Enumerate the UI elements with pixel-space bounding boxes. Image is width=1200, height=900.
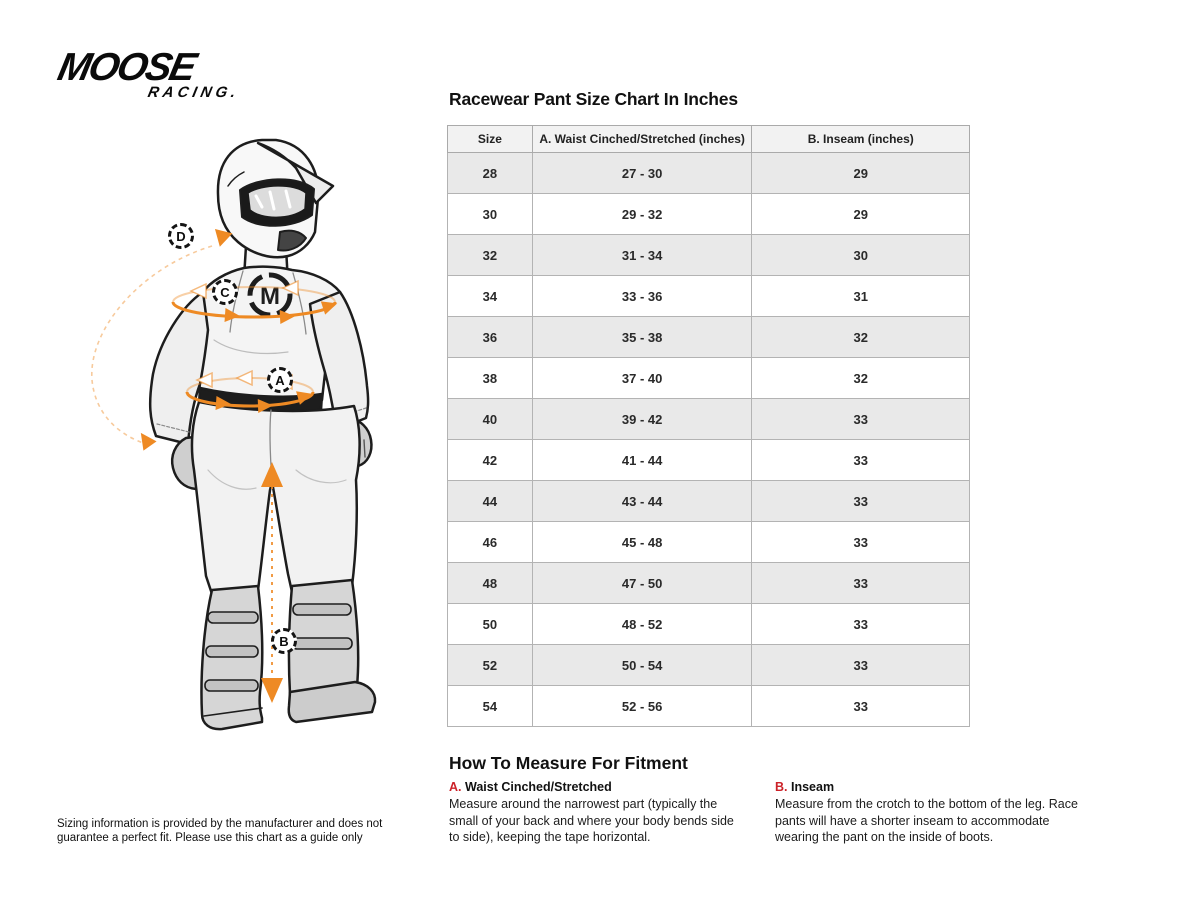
- size-table-row: [448, 604, 970, 645]
- marker-inseam: B: [271, 628, 297, 654]
- how-to-measure-waist-label: [449, 780, 744, 794]
- brand-logo-moose: MOOSE: [54, 46, 199, 89]
- size-table-cell: 33: [752, 481, 970, 522]
- size-table-cell: 31 - 34: [532, 235, 752, 276]
- how-to-measure-waist: [449, 780, 744, 846]
- size-table-cell: 52: [448, 645, 533, 686]
- size-table-cell: 33 - 36: [532, 276, 752, 317]
- size-table-cell: 36: [448, 317, 533, 358]
- size-table-cell: 29: [752, 153, 970, 194]
- size-table-header-row: [448, 126, 970, 153]
- size-table-row: [448, 399, 970, 440]
- size-table-cell: 52 - 56: [532, 686, 752, 727]
- size-table-row: [448, 440, 970, 481]
- how-to-measure-inseam: [775, 780, 1080, 846]
- brand-logo-racing: RACING.: [146, 83, 242, 101]
- size-table-cell: 33: [752, 399, 970, 440]
- size-table-cell: 33: [752, 440, 970, 481]
- size-table-cell: 34: [448, 276, 533, 317]
- size-table-cell: 35 - 38: [532, 317, 752, 358]
- marker-chest: C: [212, 279, 238, 305]
- measure-letter-b: B.: [775, 780, 788, 794]
- marker-sleeve: D: [168, 223, 194, 249]
- size-table-cell: 44: [448, 481, 533, 522]
- size-table-cell: 33: [752, 645, 970, 686]
- svg-text:M: M: [260, 283, 280, 310]
- size-table-cell: 43 - 44: [532, 481, 752, 522]
- size-table-cell: 48 - 52: [532, 604, 752, 645]
- size-table-body: [448, 153, 970, 727]
- size-table-cell: 50 - 54: [532, 645, 752, 686]
- column-header-inseam: B. Inseam (inches): [752, 126, 970, 153]
- size-table-cell: 32: [448, 235, 533, 276]
- size-table-cell: 32: [752, 317, 970, 358]
- size-table-cell: 50: [448, 604, 533, 645]
- column-header-size: Size: [448, 126, 533, 153]
- size-table-row: [448, 645, 970, 686]
- size-table-cell: 31: [752, 276, 970, 317]
- measure-label-a: Waist Cinched/Stretched: [464, 780, 612, 794]
- measure-letter-a: A.: [449, 780, 462, 794]
- size-table-cell: 33: [752, 604, 970, 645]
- rider-illustration: [0, 0, 440, 770]
- how-to-measure-waist-text: Measure around the narrowest part (typically the small of your back and where your body bends side to side), keeping the tape horizontal.: [449, 797, 734, 844]
- column-header-waist: A. Waist Cinched/Stretched (inches): [532, 126, 752, 153]
- how-to-measure-inseam-text: Measure from the crotch to the bottom of the leg. Race pants will have a shorter inseam to accommodate wearing the pant on the inside of boots.: [775, 797, 1078, 844]
- size-table-row: [448, 686, 970, 727]
- sizing-disclaimer: Sizing information is provided by the manufacturer and does not guarantee a perfect fit. Please use this chart as a guide only: [57, 818, 383, 845]
- size-chart-table: [447, 125, 970, 727]
- size-table-cell: 42: [448, 440, 533, 481]
- size-table-row: [448, 522, 970, 563]
- size-table-cell: 32: [752, 358, 970, 399]
- size-table-cell: 46: [448, 522, 533, 563]
- size-table-cell: 33: [752, 686, 970, 727]
- size-table-cell: 48: [448, 563, 533, 604]
- size-table-cell: 39 - 42: [532, 399, 752, 440]
- size-table-row: [448, 276, 970, 317]
- size-table-cell: 38: [448, 358, 533, 399]
- size-table-cell: 47 - 50: [532, 563, 752, 604]
- size-table-row: [448, 317, 970, 358]
- size-table-row: [448, 481, 970, 522]
- size-table-cell: 27 - 30: [532, 153, 752, 194]
- size-table-cell: 30: [448, 194, 533, 235]
- size-table-cell: 54: [448, 686, 533, 727]
- size-table-cell: 29 - 32: [532, 194, 752, 235]
- measure-label-b: Inseam: [790, 780, 835, 794]
- size-table-row: [448, 235, 970, 276]
- size-table-cell: 40: [448, 399, 533, 440]
- size-table-cell: 30: [752, 235, 970, 276]
- how-to-measure-inseam-label: [775, 780, 1080, 794]
- size-table-cell: 45 - 48: [532, 522, 752, 563]
- how-to-measure-title: How To Measure For Fitment: [449, 753, 688, 773]
- size-table-row: [448, 358, 970, 399]
- rider-measurement-diagram: [0, 0, 440, 770]
- size-table-cell: 37 - 40: [532, 358, 752, 399]
- size-table-row: [448, 194, 970, 235]
- size-table-cell: 28: [448, 153, 533, 194]
- size-table-cell: 41 - 44: [532, 440, 752, 481]
- size-table-cell: 33: [752, 563, 970, 604]
- size-table-cell: 29: [752, 194, 970, 235]
- marker-waist: A: [267, 367, 293, 393]
- size-chart-title: Racewear Pant Size Chart In Inches: [449, 89, 738, 109]
- size-table-row: [448, 563, 970, 604]
- size-table-row: [448, 153, 970, 194]
- size-table-cell: 33: [752, 522, 970, 563]
